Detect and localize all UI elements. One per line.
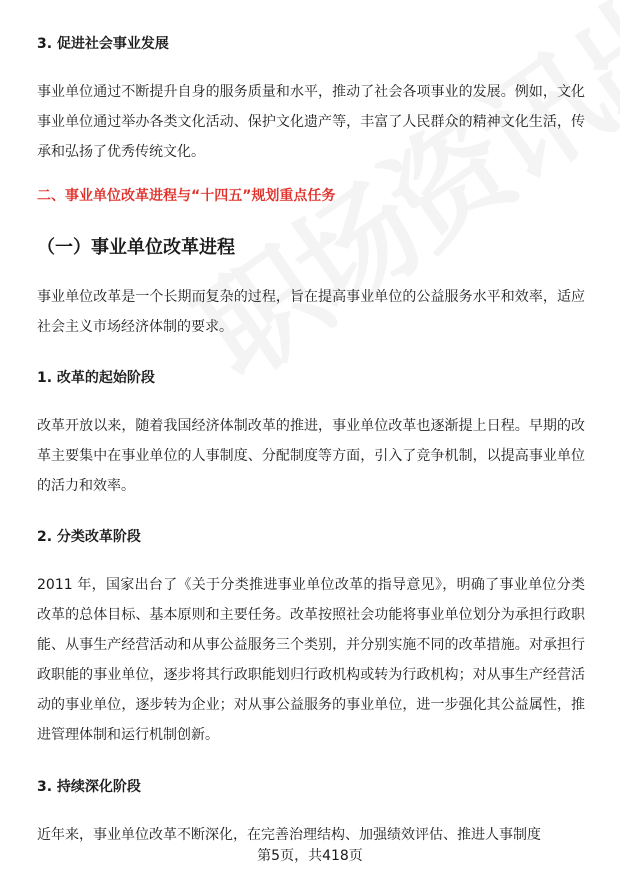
page-number: 第5页，共418页	[257, 848, 363, 864]
section-heading: 2. 分类改革阶段	[37, 529, 141, 545]
paragraph: 事业单位通过不断提升自身的服务质量和水平，推动了社会各项事业的发展。例如，文化事业单位通过举办各类文化活动、保护文化遗产等，丰富了人民群众的精神文化生活，传承和弘扬了优秀传统文化。	[37, 84, 585, 160]
paragraph: 2011 年，国家出台了《关于分类推进事业单位改革的指导意见》，明确了事业单位分类改革的总体目标、基本原则和主要任务。改革按照社会功能将事业单位划分为承担行政职能、从事生产经营活动和从事公益服务三个类别，并分别实施不同的改革措施。对承担行政职能的事业单位，逐步将其行政职能划归行政机构或转为行政机构；对从事生产经营活动的事业单位，逐步转为企业；对从事公益服务的事业单位，进一步强化其公益属性，推进管理体制和运行机制创新。	[37, 577, 585, 743]
section-heading: 3. 持续深化阶段	[37, 779, 141, 795]
part-heading: 二、事业单位改革进程与“十四五”规划重点任务	[37, 188, 336, 204]
paragraph: 近年来，事业单位改革不断深化，在完善治理结构、加强绩效评估、推进人事制度	[37, 827, 541, 843]
section-heading: 3. 促进社会事业发展	[37, 36, 169, 52]
paragraph: 改革开放以来，随着我国经济体制改革的推进，事业单位改革也逐渐提上日程。早期的改革主要集中在事业单位的人事制度、分配制度等方面，引入了竞争机制，以提高事业单位的活力和效率。	[37, 418, 585, 494]
section-heading: 1. 改革的起始阶段	[37, 370, 155, 386]
subsection-heading: （一）事业单位改革进程	[37, 237, 235, 258]
paragraph: 事业单位改革是一个长期而复杂的过程，旨在提高事业单位的公益服务水平和效率，适应社会主义市场经济体制的要求。	[37, 289, 585, 335]
